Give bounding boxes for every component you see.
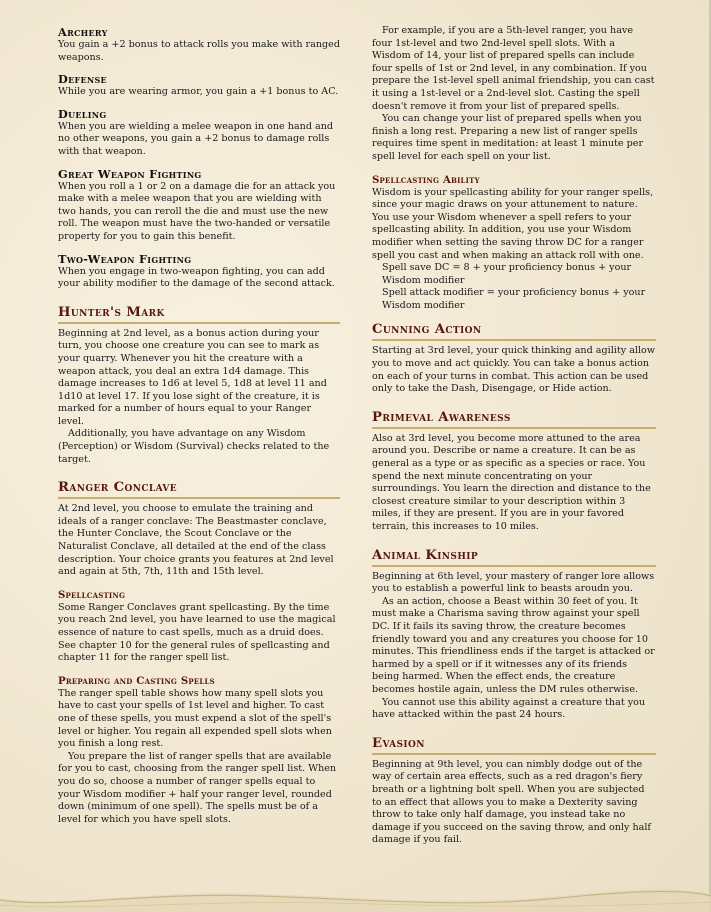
dueling-heading: Dueling: [58, 106, 107, 121]
example-paragraph-2: You can change your list of prepared spells when you finish a long rest. Preparing a new list of ranger spells requires time spent in meditation: at least 1 minute per spell level for each spell on your list.: [372, 113, 644, 162]
left-column: [58, 25, 340, 826]
spell-attack-modifier-formula: Spell attack modifier = your proficiency bonus + your Wisdom modifier: [382, 287, 646, 311]
dueling-text: When you are wielding a melee weapon in one hand and no other weapons, you gain a +2 bonus to damage rolls with that weapon.: [58, 120, 334, 157]
great-weapon-fighting-text: When you roll a 1 or 2 on a damage die for an attack you make with a melee weapon that you are wielding with two hands, you can reroll the die and must use the new roll. The weapon must have the two-handed or versatile property for you to gain this benefit.: [58, 180, 336, 242]
hunters-mark-paragraph-1: Beginning at 2nd level, as a bonus action during your turn, you choose one creature you can see to mark as your quarry. Whenever you hit the creature with a weapon attack, you deal an extra 1d4 damage. This damage increases to 1d6 at level 5, 1d8 at level 11 and 1d10 at level 17. If you lose sight of the creature, it is marked for a number of hours equal to your Ranger level.: [58, 327, 327, 427]
animal-kinship-heading: Animal Kinship: [372, 548, 656, 567]
animal-kinship-paragraph-2: As an action, choose a Beast within 30 feet of you. It must make a Charisma saving throw against your spell DC. If it fails its saving throw, the creature becomes friendly toward you and any creatures you choose for 10 minutes. This friendliness ends if the target is attacked or harmed by a spell or if it witnesses any of its friends being harmed. When the effect ends, the creature becomes hostile again, unless the DM rules otherwise.: [372, 595, 655, 695]
defense-text: While you are wearing armor, you gain a +1 bonus to AC.: [58, 86, 339, 98]
preparing-paragraph-1: The ranger spell table shows how many spell slots you have to cast your spells of 1st level and higher. To cast one of these spells, you must expend a slot of the spell's level or higher. You regain all expended spell slots when you finish a long rest.: [58, 687, 332, 750]
great-weapon-fighting-heading: Great Weapon Fighting: [58, 166, 202, 181]
two-weapon-fighting-text: When you engage in two-weapon fighting, you can add your ability modifier to the damage of the second attack.: [58, 265, 335, 290]
spellcasting-ability-text: Wisdom is your spellcasting ability for your ranger spells, since your magic draws on your attunement to nature. You use your Wisdom whenever a spell refers to your spellcasting ability. In addition, you use your Wisdom modifier when setting the saving throw DC for a ranger spell you cast and when making an attack roll with one.: [372, 186, 654, 261]
animal-kinship-paragraph-1: Beginning at 6th level, your mastery of ranger lore allows you to establish a powerful link to beasts aroudn you.: [372, 570, 655, 595]
spellcasting-heading: Spellcasting: [58, 588, 126, 601]
archery-text: You gain a +2 bonus to attack rolls you make with ranged weapons.: [58, 39, 340, 63]
animal-kinship-paragraph-3: You cannot use this ability against a creature that you have attacked within the past 24 hours.: [372, 696, 646, 721]
defense-heading: Defense: [58, 72, 107, 87]
cunning-action-heading: Cunning Action: [372, 322, 656, 341]
primeval-awareness-heading: Primeval Awareness: [372, 410, 656, 429]
ranger-conclave-text: At 2nd level, you choose to emulate the training and ideals of a ranger conclave: The Beastmaster conclave, the Hunter Conclave, the Scout Conclave or the Naturalist Conclave, all detailed at the end of the class description. Your choice grants you features at 2nd level and again at 5th, 7th, 11th and 15th level.: [58, 503, 334, 578]
example-paragraph-1: For example, if you are a 5th-level ranger, you have four 1st-level and two 2nd-level spell slots. With a Wisdom of 14, your list of prepared spells can include four spells of 1st or 2nd level, in any combination. If you prepare the 1st-level spell animal friendship, you can cast it using a 1st-level or a 2nd-level slot. Casting the spell doesn't remove it from your list of prepared spells.: [372, 25, 655, 112]
cunning-action-text: Starting at 3rd level, your quick thinking and agility allow you to move and act quickly. You can take a bonus action on each of your turns in combat. This action can be used only to take the Dash, Disengage, or Hide action.: [372, 345, 656, 395]
spell-save-dc-formula: Spell save DC = 8 + your proficiency bonus + your Wisdom modifier: [382, 262, 632, 286]
archery-heading: Archery: [58, 25, 108, 39]
primeval-awareness-text: Also at 3rd level, you become more attuned to the area around you. Describe or name a creature. It can be as general as a type or as specific as a species or race. You spend the next minute concentrating on your surroundings. You learn the direction and distance to the closest creature similar to your description within 3 miles, if they are present. If you are in your favored terrain, this increases to 10 miles.: [372, 432, 651, 532]
footer-flourish: [0, 878, 711, 912]
evasion-heading: Evasion: [372, 736, 656, 755]
preparing-paragraph-2: You prepare the list of ranger spells that are available for you to cast, choosing from the ranger spell list. When you do so, choose a number of ranger spells equal to your Wisdom modifier + half your ranger level, rounded down (minimum of one spell). The spells must be of a level for which you have spell slots.: [58, 750, 337, 825]
hunters-mark-paragraph-2: Additionally, you have advantage on any Wisdom (Perception) or Wisdom (Survival) checks related to the target.: [58, 428, 330, 465]
two-weapon-fighting-heading: Two-Weapon Fighting: [58, 251, 192, 266]
spellcasting-text: Some Ranger Conclaves grant spellcasting. By the time you reach 2nd level, you have learned to use the magical essence of nature to cast spells, much as a druid does. See chapter 10 for the general rules of spellcasting and chapter 11 for the ranger spell list.: [58, 601, 336, 664]
ranger-conclave-heading: Ranger Conclave: [58, 480, 340, 499]
preparing-casting-heading: Preparing and Casting Spells: [58, 674, 215, 687]
spellcasting-ability-heading: Spellcasting Ability: [372, 173, 480, 186]
evasion-text: Beginning at 9th level, you can nimbly dodge out of the way of certain area effects, such as a red dragon's fiery breath or a lightning bolt spell. When you are subjected to an effect that allows you to make a Dexterity saving throw to take only half damage, you instead take no damage if you succeed on the saving throw, and only half damage if you fail.: [372, 758, 651, 846]
right-column: [372, 25, 656, 847]
hunters-mark-heading: Hunter's Mark: [58, 305, 340, 324]
